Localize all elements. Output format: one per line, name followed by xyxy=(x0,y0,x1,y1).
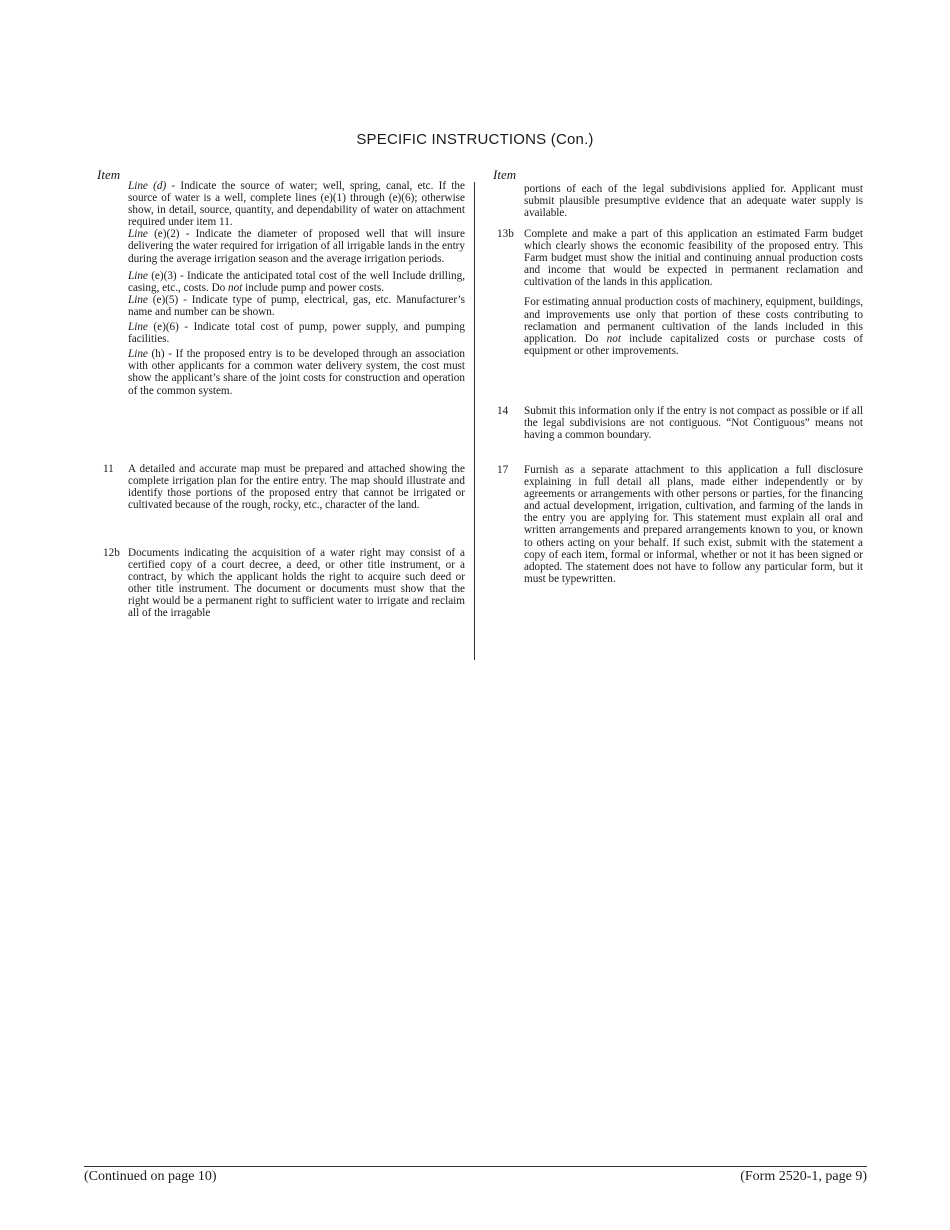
line-e6-label: Line xyxy=(128,321,148,334)
continued-text: portions of each of the legal subdivisions applied for. Applicant must submit plausible presumptive evidence that an adequate water supply is available. xyxy=(524,183,863,220)
line-h-label: Line xyxy=(128,348,148,361)
line-d-label: Line (d) xyxy=(128,180,167,192)
item-13b-text2 xyxy=(524,296,863,356)
item-17-number: 17 xyxy=(497,464,509,476)
line-e2-label: Line xyxy=(128,228,148,241)
line-e3-label: Line xyxy=(128,269,148,282)
line-h-paragraph xyxy=(128,348,465,396)
line-d-paragraph xyxy=(128,180,465,228)
line-e5-label: Line xyxy=(128,293,148,306)
item-11-text: A detailed and accurate map must be prepared and attached showing the complete irrigation plan for the entire entry. The map should illustrate and identify those portions of the proposed entry that cannot be irrigated or cultivated because of the rough, rocky, etc., character of the land. xyxy=(128,463,465,512)
line-e3-emphasis: not xyxy=(228,281,243,294)
page-title: SPECIFIC INSTRUCTIONS (Con.) xyxy=(356,131,594,148)
column-divider xyxy=(474,182,475,660)
footer-continued-note: (Continued on page 10) xyxy=(84,1169,217,1184)
item-17-text: Furnish as a separate attachment to this application a full disclosure explaining in full detail all plans, made either independently or by agreements or arrangements with other persons or parties, for the financing and actual development, irrigation, cultivation, and farming of the lands in the entry you are applying for. This statement must explain all oral and written arrangements and prepared arrangements known to you, or known to others acting on your behalf. If such exist, submit with the statement a copy of each item, formal or informal, whether or not it has been signed or adopted. The statement does not have to follow any particular form, but it must be typewritten. xyxy=(524,464,863,585)
item-11-number: 11 xyxy=(103,463,114,475)
footer-form-page: (Form 2520-1, page 9) xyxy=(740,1169,867,1184)
left-column-header: Item xyxy=(97,167,121,182)
footer-rule xyxy=(84,1166,867,1167)
item-14-text: Submit this information only if the entry is not compact as possible or if all the legal subdivisions are not contiguous. “Not Contiguous” means not having a common boundary. xyxy=(524,405,863,442)
line-d-text: - Indicate the source of water; well, spring, canal, etc. If the source of water is a well, complete lines (e)(1) through (e)(6); otherwise show, in detail, source, quantity, and dependability of water on attachment required under item 11. xyxy=(128,180,465,229)
item-11 xyxy=(103,463,465,511)
right-continued xyxy=(524,183,863,219)
line-e3-text-before: (e)(3) - Indicate the anticipated total cost of the well Include drilling, casing, etc., costs. Do xyxy=(128,269,465,294)
item-12b-text: Documents indicating the acquisition of a water right may consist of a certified copy of a court decree, a deed, or other title instrument, or a contract, by which the applicant holds the right to acquire such deed or other title instrument. The document or documents must show that the right would be a permanent right to sufficient water to irrigate and reclaim all of the irragable xyxy=(128,547,465,620)
item-14-number: 14 xyxy=(497,405,509,417)
item-13b-text: Complete and make a part of this application an estimated Farm budget which clearly shows the economic feasibility of the proposed entry. This Farm budget must show the initial and continuing annual production costs and income that would be expected in permanent reclamation and cultivation of the lands in this application. xyxy=(524,228,863,289)
right-column-header: Item xyxy=(493,167,517,182)
line-e6-paragraph xyxy=(128,321,465,345)
item-13b xyxy=(497,228,863,357)
item-13b-text2-before: For estimating annual production costs of machinery, equipment, buildings, and improvements use only that portion of these costs contributing to reclamation and permanent cultivation of the lands included in this application. Do xyxy=(524,296,863,345)
left-column xyxy=(128,180,465,397)
item-12b-number: 12b xyxy=(103,547,120,559)
item-13b-text2-after: include capitalized costs or purchase costs of equipment or other improvements. xyxy=(524,332,863,357)
item-17 xyxy=(497,464,863,585)
line-e5-paragraph xyxy=(128,294,465,318)
line-e2-text: (e)(2) - Indicate the diameter of proposed well that will insure delivering the water required for irrigation of all irrigable lands in the entry during the average irrigation season and the average irrigation periods. xyxy=(128,228,465,265)
line-e6-text: (e)(6) - Indicate total cost of pump, power supply, and pumping facilities. xyxy=(128,321,465,346)
line-e5-text: (e)(5) - Indicate type of pump, electrical, gas, etc. Manufacturer’s name and number can be shown. xyxy=(128,293,465,318)
item-12b xyxy=(103,547,465,620)
line-h-text: (h) - If the proposed entry is to be developed through an association with other applicants for a common water delivery system, the cost must show the applicant’s share of the joint costs for construction and operation of the common system. xyxy=(128,348,465,397)
line-e2-paragraph xyxy=(128,228,465,264)
item-13b-emphasis: not xyxy=(606,332,621,345)
item-14 xyxy=(497,405,863,441)
line-e3-paragraph xyxy=(128,270,465,294)
line-e3-text-after: include pump and power costs. xyxy=(242,281,385,294)
item-13b-number: 13b xyxy=(497,228,514,240)
